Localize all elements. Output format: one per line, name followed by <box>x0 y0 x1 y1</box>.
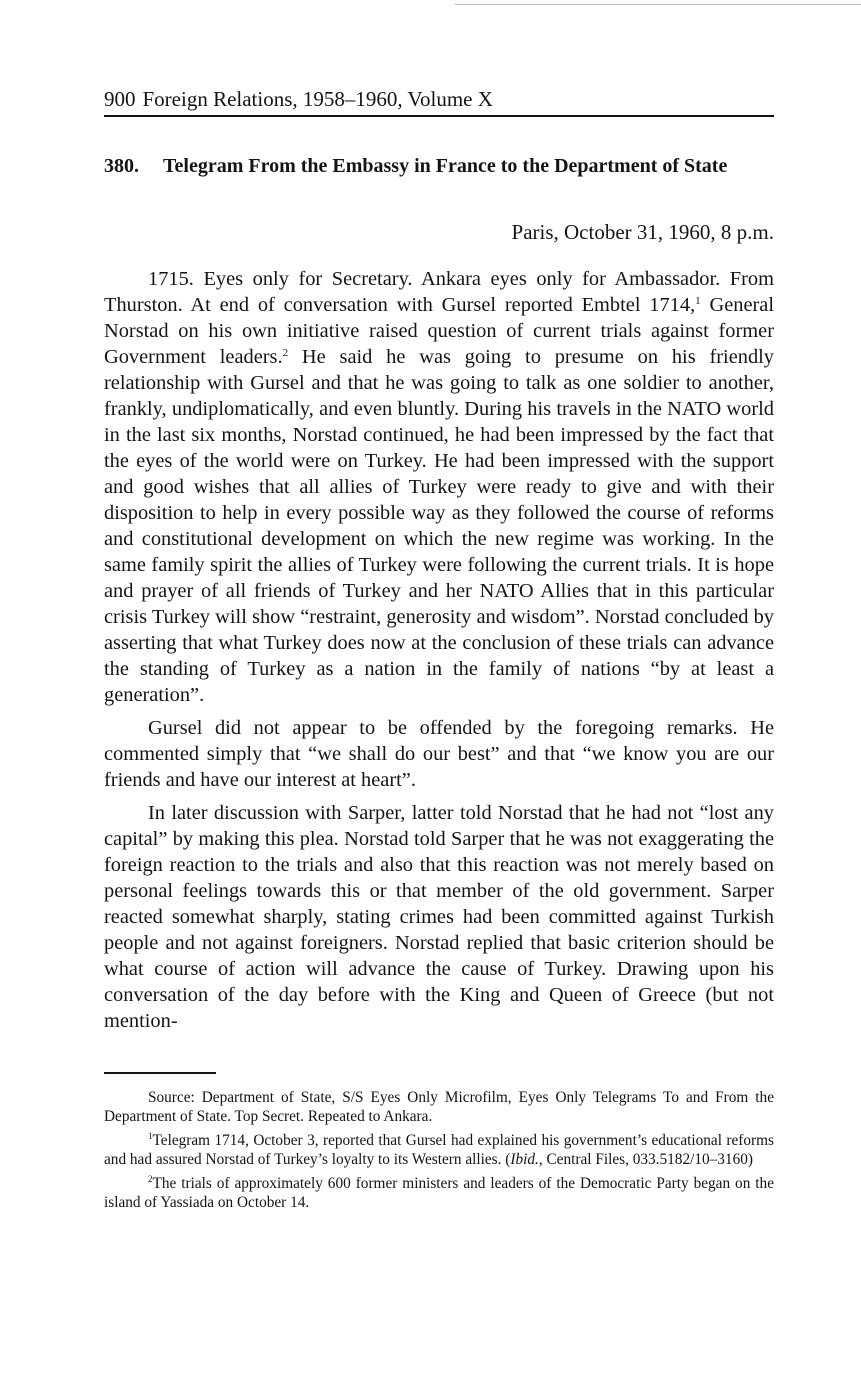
paragraph-2: Gursel did not appear to be offended by the foregoing remarks. He commented simply that “we shall do our best” and that “we know you are our friends and have our interest at heart”. <box>104 717 774 791</box>
footnote-2-mark: 2 <box>148 1174 153 1184</box>
paragraph-1-part-a: 1715. Eyes only for Secretary. Ankara eyes only for Ambassador. From Thurston. At end of conversation with Gursel reported Embtel 1714, <box>104 268 774 316</box>
footnote-1 <box>104 1131 774 1169</box>
paragraph-1-part-b: General Norstad on his own initiative raised question of current trials against former Government leaders. <box>104 294 775 368</box>
footnotes <box>104 1088 774 1212</box>
footnote-ref-2: 2 <box>282 347 289 359</box>
scan-top-rule <box>455 4 861 5</box>
dateline: Paris, October 31, 1960, 8 p.m. <box>511 220 774 244</box>
footnote-1-text: Telegram 1714, October 3, reported that Gursel had explained his government’s educational reforms and had assured Norstad of Turkey’s loyalty to its Western allies. ( <box>104 1132 774 1168</box>
paragraph-3: In later discussion with Sarper, latter told Norstad that he had not “lost any capital” by making this plea. Norstad told Sarper that he was not exaggerating the foreign reaction to the trials and also that this reaction was not merely based on personal feelings towards this or that member of the old government. Sarper reacted somewhat sharply, stating crimes had been committed against Turkish people and not against foreigners. Norstad replied that basic criterion should be what course of action will advance the cause of Turkey. Drawing upon his conversation of the day before with the King and Queen of Greece (but not mention- <box>104 802 774 1032</box>
running-title: Foreign Relations, 1958–1960, Volume X <box>142 87 493 111</box>
footnote-2 <box>104 1174 774 1212</box>
source-note: Source: Department of State, S/S Eyes Only Microfilm, Eyes Only Telegrams To and From the Department of State. Top Secret. Repeated to Ankara. <box>104 1089 774 1125</box>
footnote-1-citation: , Central Files, 033.5182/10–3160) <box>538 1151 753 1168</box>
footnote-2-text: The trials of approximately 600 former ministers and leaders of the Democratic Party began on the island of Yassiada on October 14. <box>104 1175 774 1211</box>
footnote-ref-1: 1 <box>695 295 701 307</box>
footnote-1-ibid: Ibid. <box>510 1151 539 1168</box>
footnote-1-mark: 1 <box>148 1131 153 1141</box>
document-number: 380. <box>104 155 139 177</box>
paragraph-1-part-c: He said he was going to presume on his friendly relationship with Gursel and that he was going to talk as one soldier to another, frankly, undiplomatically, and even bluntly. During his travels in the NATO world in the last six months, Norstad continued, he had been impressed by the fact that the eyes of the world were on Turkey. He had been impressed with the support and good wishes that all allies of Turkey were ready to give and with their disposition to help in every possible way as they followed the course of reforms and constitutional development on which the new regime was working. In the same family spirit the allies of Turkey were following the current trials. It is hope and prayer of all friends of Turkey and her NATO Allies that in this particular crisis Turkey will show “restraint, generosity and wisdom”. Norstad concluded by asserting that what Turkey does now at the conclusion of these trials can advance the standing of Turkey as a nation in the family of nations “by at least a generation”. <box>104 346 774 706</box>
document-heading <box>104 153 774 180</box>
running-head <box>104 86 774 117</box>
footnote-separator <box>104 1072 216 1074</box>
document-page <box>104 86 774 1217</box>
paragraph-1 <box>104 266 774 708</box>
page-number: 900 <box>104 87 136 111</box>
body-text <box>104 266 774 1034</box>
document-title: Telegram From the Embassy in France to the Department of State <box>163 155 728 177</box>
